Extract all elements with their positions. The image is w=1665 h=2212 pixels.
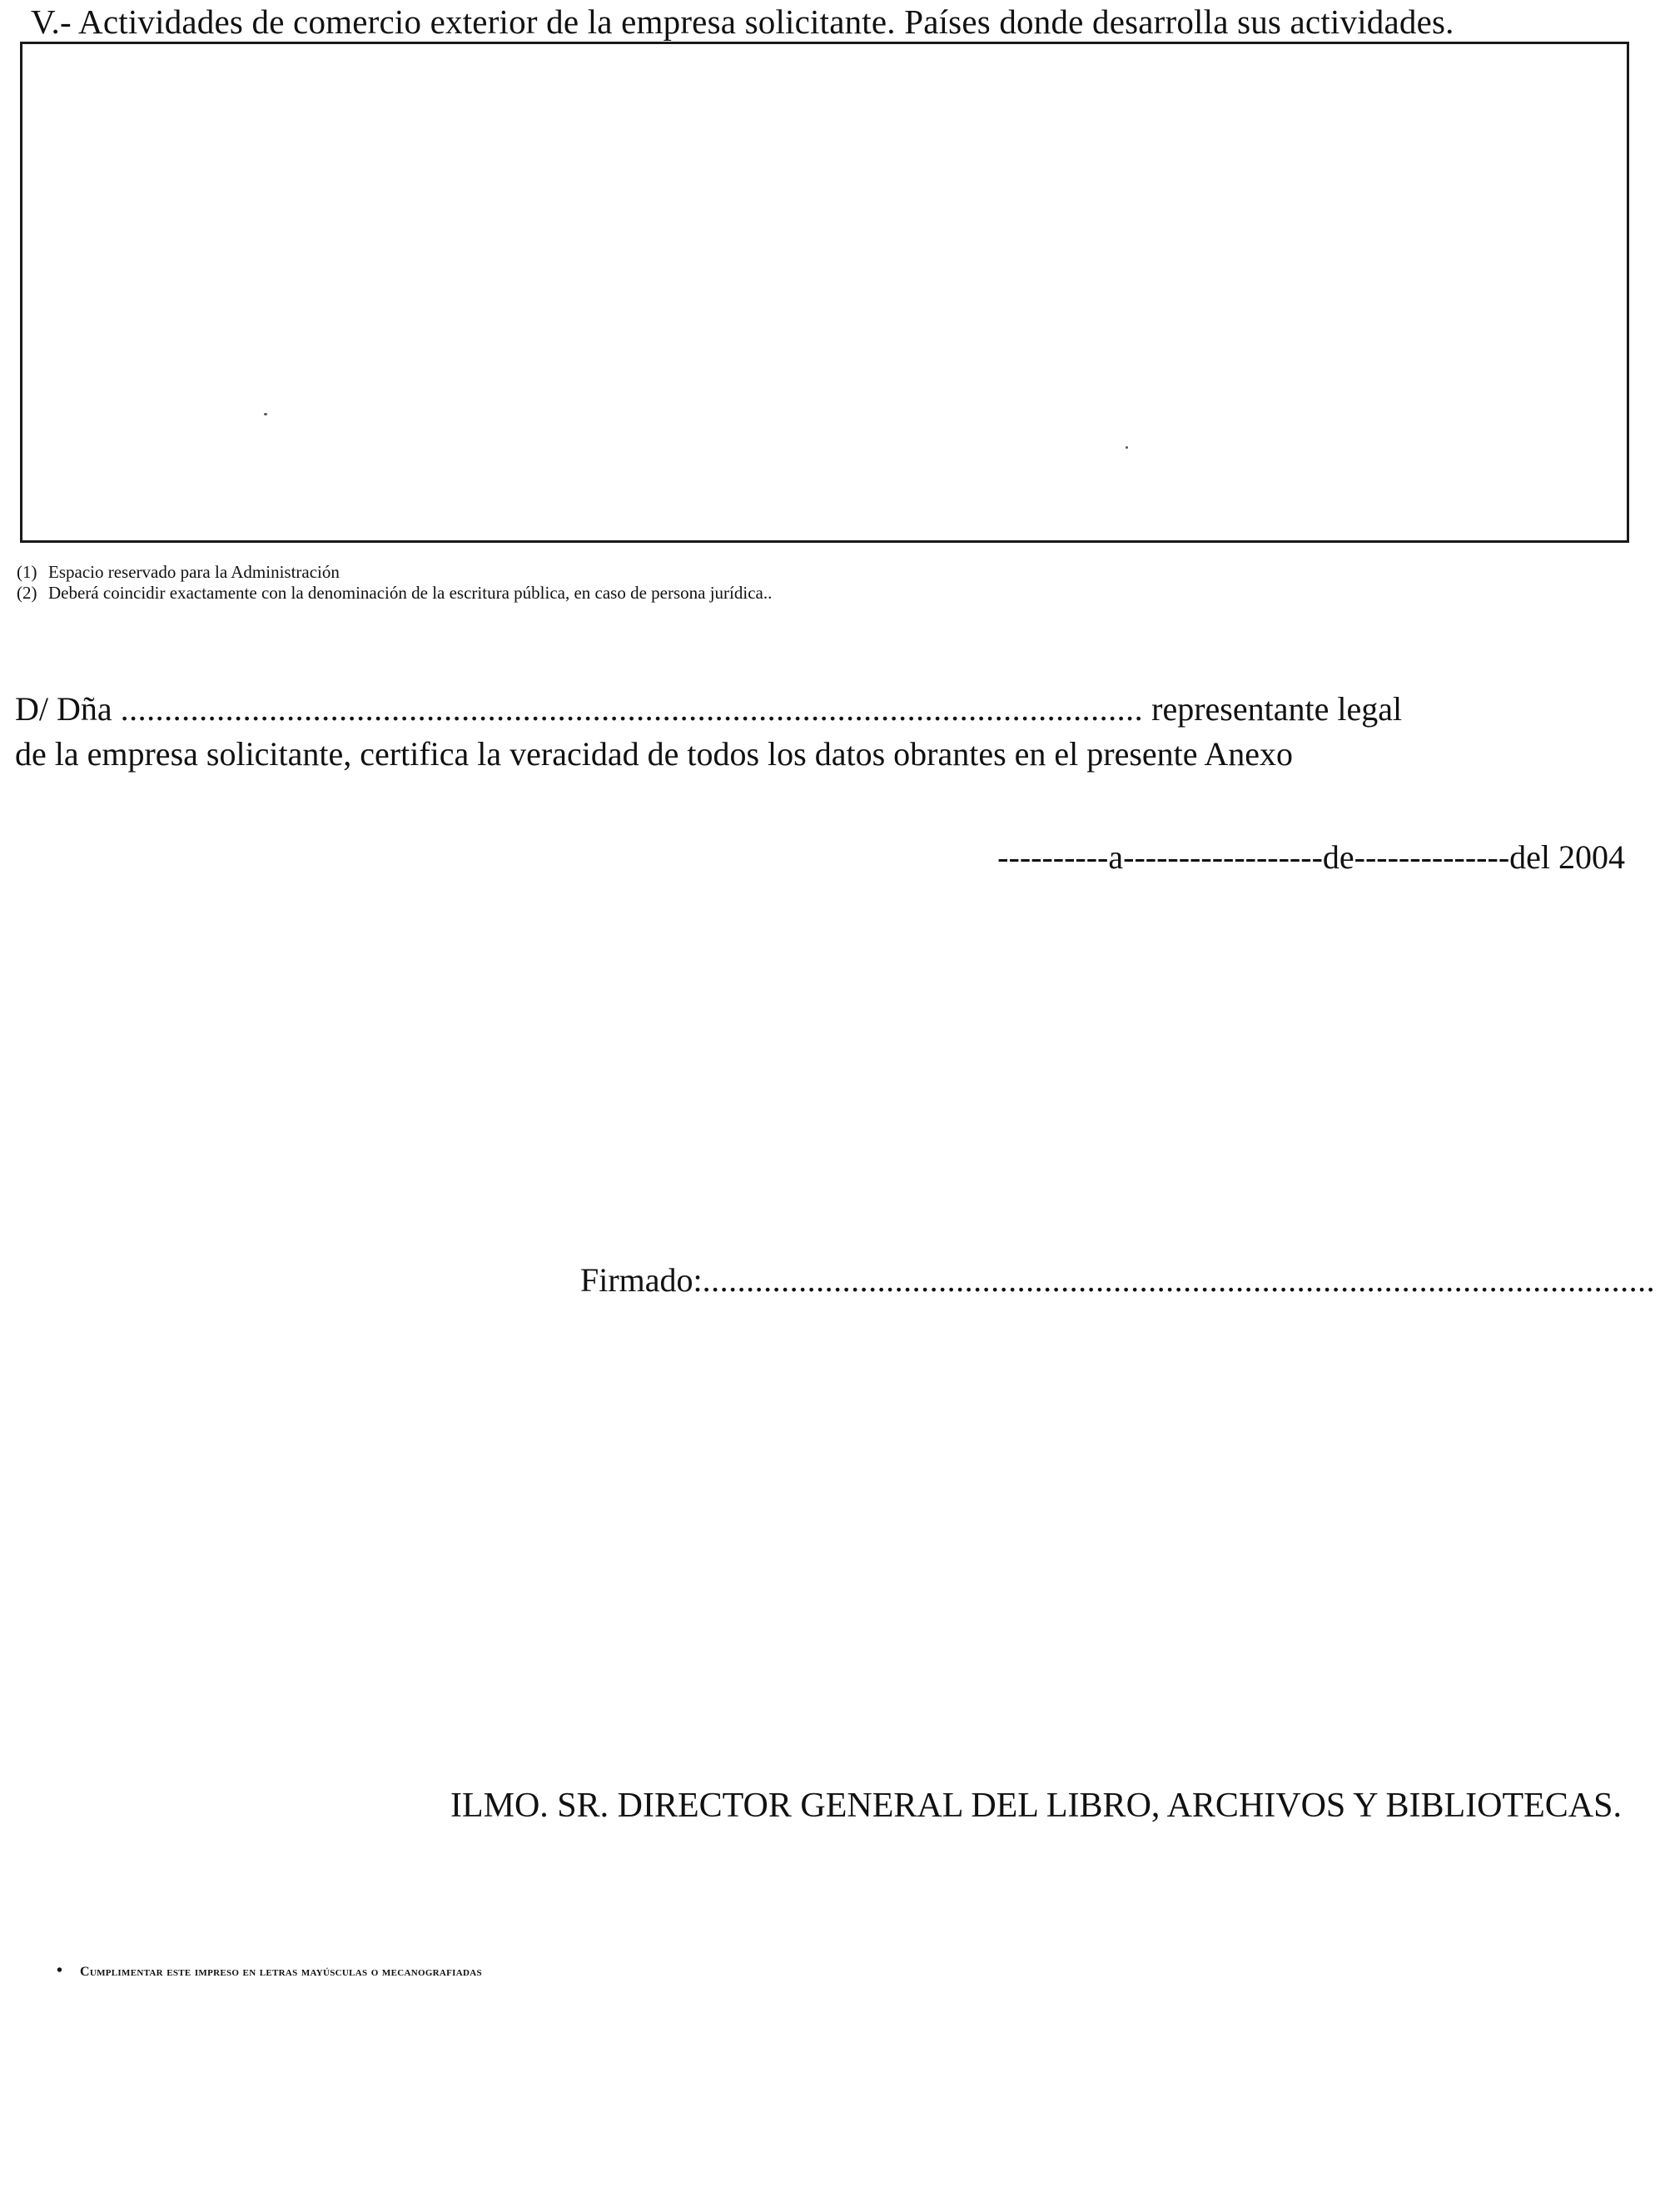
footnote-number: (1) — [17, 562, 37, 582]
addressee: ILMO. SR. DIRECTOR GENERAL DEL LIBRO, ARCHIVOS Y BIBLIOTECAS. — [450, 1787, 1622, 1825]
fill-instruction — [57, 1962, 482, 1981]
signature-field[interactable]: ............................................................................................................. — [702, 1261, 1656, 1299]
representative-name-field[interactable]: ..................................................................................................................... — [120, 690, 1144, 728]
certification-name-line — [15, 688, 1402, 730]
signature-label: Firmado: — [580, 1261, 703, 1299]
certification-statement: de la empresa solicitante, certifica la veracidad de todos los datos obrantes en el presente Anexo — [15, 735, 1293, 773]
date-line[interactable]: ----------a------------------de--------------del 2004 — [997, 838, 1625, 876]
scan-speck — [264, 413, 267, 415]
footnote-text: Deberá coincidir exactamente con la denominación de la escritura pública, en caso de persona jurídica.. — [48, 583, 773, 603]
footnote-2 — [17, 583, 772, 604]
section-title: V.- Actividades de comercio exterior de la empresa solicitante. Países donde desarrolla sus actividades. — [31, 2, 1454, 41]
footnote-text: Espacio reservado para la Administración — [48, 562, 340, 582]
fill-instruction-text: Cumplimentar este impreso en letras mayúsculas o mecanografiadas — [80, 1965, 482, 1979]
activities-text-box[interactable] — [20, 42, 1629, 543]
footnote-1 — [17, 562, 340, 583]
signature-line — [580, 1260, 1655, 1301]
certification-role: representante legal — [1151, 690, 1403, 728]
footnote-number: (2) — [17, 583, 37, 603]
bullet-icon: • — [57, 1961, 63, 1980]
scan-speck — [1126, 446, 1128, 449]
certification-prefix: D/ Dña — [15, 690, 112, 728]
